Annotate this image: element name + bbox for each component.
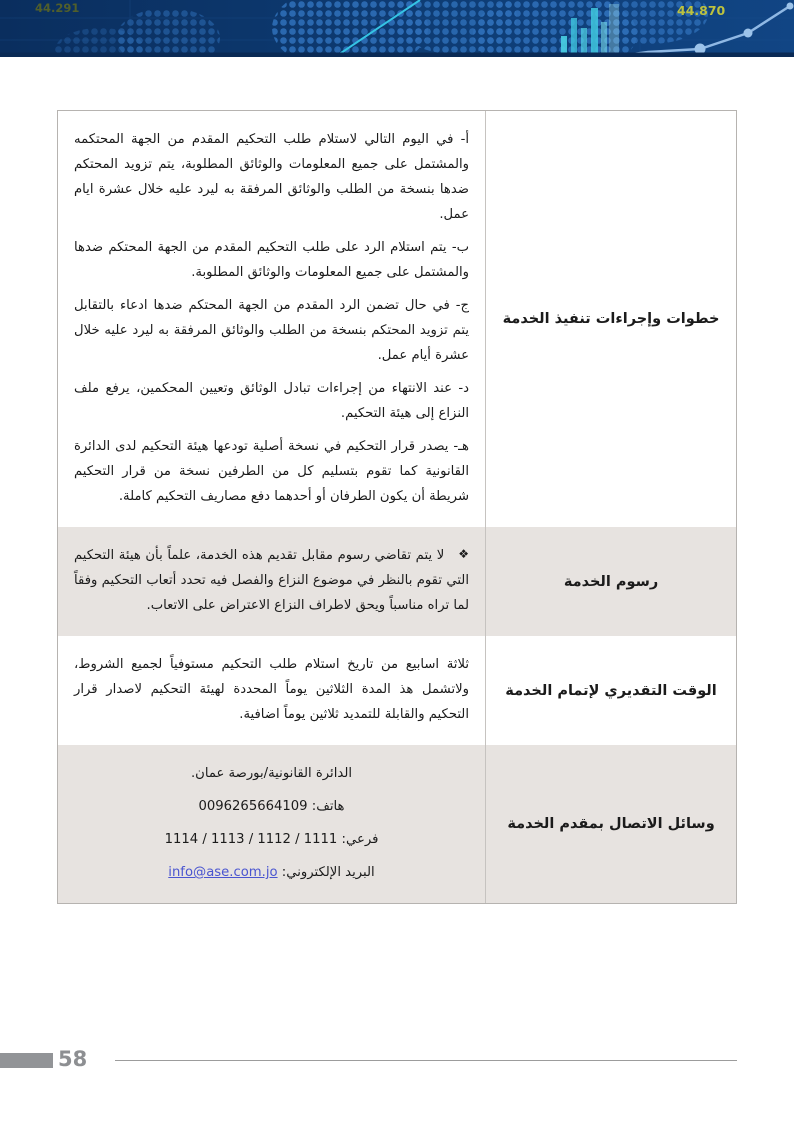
step-paragraph-a: أ- في اليوم التالي لاستلام طلب التحكيم المقدم من الجهة المحتكمه والمشتمل على جميع المعلومات والوثائق المطلوبة، يتم تزويد المحتكم ضدها بنسخة من الطلب والوثائق المرفقة به ليرد عليه خلال عشرة ايام عمل. (74, 132, 469, 222)
row-content-fees (58, 527, 485, 636)
table-row-fees (58, 527, 736, 636)
step-paragraph-d: د- عند الانتهاء من إجراءات تبادل الوثائق وتعيين المحكمين، يرفع ملف النزاع إلى هيئة التحكيم. (74, 381, 469, 421)
step-paragraph-b: ب- يتم استلام الرد على طلب التحكيم المقدم من الجهة المحتكم ضدها والمشتمل على جميع المعلومات والوثائق المطلوبة. (74, 240, 469, 280)
phone-value: 0096265664109 (198, 799, 308, 814)
footer-divider (115, 1060, 737, 1061)
fees-text: لا يتم تقاضي رسوم مقابل تقديم هذه الخدمة، علماً بأن هيئة التحكيم التي تقوم بالنظر في موضوع النزاع والفصل فيه تحدد أتعاب التحكيم وفقاً لما تراه مناسباً ويحق لاطراف النزاع الاعتراض على الاتعاب. (74, 548, 469, 613)
row-content-steps (58, 111, 485, 527)
row-content-time (58, 636, 485, 745)
table-row-time (58, 636, 736, 745)
header-banner (0, 0, 794, 57)
contact-department: الدائرة القانونية/بورصة عمان. (190, 766, 353, 781)
contact-phone (74, 794, 469, 819)
service-table (57, 110, 737, 904)
time-paragraph: ثلاثة اسابيع من تاريخ استلام طلب التحكيم مستوفياً لجميع الشروط، ولاتشمل هذ المدة الثلاثين يوماً المحددة لهيئة التحكيم لاصدار قرار التحكيم والقابلة للتمديد ثلاثين يوماً اضافية. (74, 657, 469, 722)
diamond-bullet-icon: ❖ (458, 547, 469, 561)
market-artwork (0, 0, 794, 57)
banner-base-strip (0, 53, 794, 58)
extensions-label: فرعي: (341, 832, 379, 847)
email-link[interactable]: info@ase.com.jo (168, 865, 278, 880)
row-label-contact: وسائل الاتصال بمقدم الخدمة (485, 745, 736, 903)
phone-label: هاتف: (311, 799, 345, 814)
row-label-fees: رسوم الخدمة (485, 527, 736, 636)
page-number: 58 (58, 1047, 88, 1071)
row-label-steps: خطوات وإجراءات تنفيذ الخدمة (485, 111, 736, 527)
page-number-block (0, 1053, 53, 1068)
fees-paragraph (74, 543, 469, 618)
extensions-value: 1111 / 1112 / 1113 / 1114 (164, 832, 338, 847)
step-paragraph-e: هـ- يصدر قرار التحكيم في نسخة أصلية تودعها هيئة التحكيم لدى الدائرة القانونية كما تقوم بتسليم كل من الطرفين نسخة من قرار التحكيم شريطة أن يكون الطرفان أو أحدهما دفع مصاريف التحكيم كاملة. (74, 439, 469, 504)
contact-extensions (74, 827, 469, 852)
step-paragraph-c: ج- في حال تضمن الرد المقدم من الجهة المحتكم ضدها ادعاء بالتقابل يتم تزويد المحتكم بنسخة من الطلب والوثائق المرفقة به ليرد عليه خلال عشرة أيام عمل. (74, 298, 469, 363)
ticker-value-right: 44.870 (677, 3, 726, 18)
table-row-steps (58, 111, 736, 527)
ticker-value-left: 44.291 (35, 1, 80, 15)
row-content-contact (58, 745, 485, 903)
row-label-time: الوقت التقديري لإتمام الخدمة (485, 636, 736, 745)
table-row-contact (58, 745, 736, 903)
contact-email (74, 860, 469, 885)
email-label: البريد الإلكتروني: (281, 865, 375, 880)
